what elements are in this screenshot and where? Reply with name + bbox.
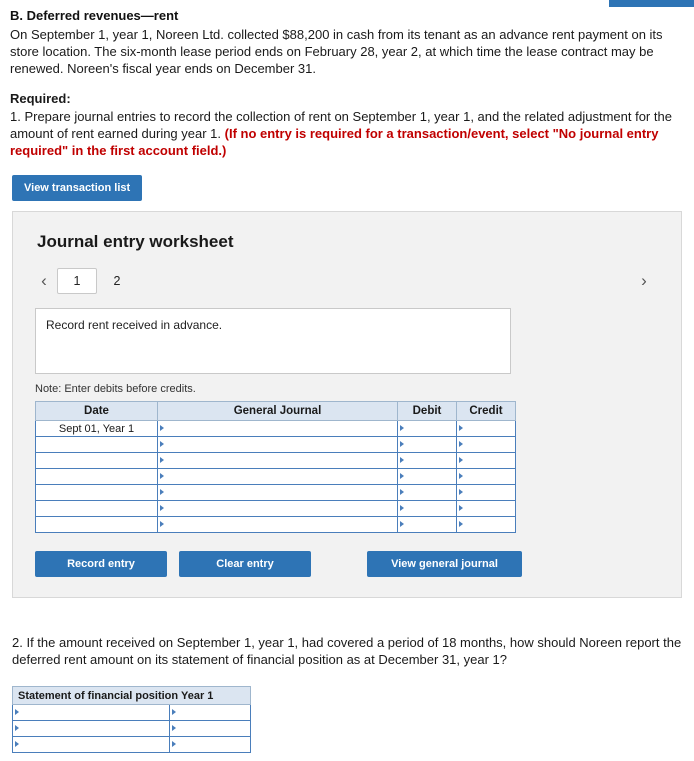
journal-cell-credit[interactable]	[457, 437, 516, 453]
debits-before-credits-note: Note: Enter debits before credits.	[35, 383, 196, 395]
table-row	[36, 501, 516, 517]
sofp-header-row	[13, 687, 251, 705]
question-title: B. Deferred revenues—rent	[10, 8, 179, 23]
journal-cell-debit[interactable]	[398, 501, 457, 517]
required-instruction: 1. Prepare journal entries to record the collection of rent on September 1, year 1, and the related adjustment for the amount of rent earned during year 1.	[10, 109, 672, 141]
table-row	[36, 469, 516, 485]
statement-of-financial-position-table	[12, 686, 251, 753]
next-entry-icon[interactable]: ›	[641, 271, 647, 290]
journal-header-general-journal: General Journal	[158, 402, 398, 421]
table-row	[36, 517, 516, 533]
journal-cell-debit[interactable]	[398, 485, 457, 501]
journal-cell-date[interactable]	[36, 469, 158, 485]
table-row	[36, 453, 516, 469]
journal-cell-account[interactable]	[158, 421, 398, 437]
view-transaction-list-button[interactable]: View transaction list	[12, 175, 142, 201]
table-row	[36, 437, 516, 453]
journal-cell-debit[interactable]	[398, 453, 457, 469]
journal-cell-date[interactable]	[36, 453, 158, 469]
journal-cell-credit[interactable]	[457, 517, 516, 533]
journal-cell-date[interactable]	[36, 501, 158, 517]
entry-description-box: Record rent received in advance.	[35, 308, 511, 374]
sofp-cell-label[interactable]	[13, 737, 170, 753]
journal-table-header-row	[36, 402, 516, 421]
journal-header-credit: Credit	[457, 402, 516, 421]
required-text	[10, 108, 684, 159]
question-body: On September 1, year 1, Noreen Ltd. collected $88,200 in cash from its tenant as an advance rent payment on its store location. The six-month lease period ends on February 28, year 2, at which time the lease contract may be renewed. Noreen's fiscal year ends on December 31.	[10, 27, 663, 76]
journal-cell-credit[interactable]	[457, 501, 516, 517]
journal-cell-date[interactable]	[36, 485, 158, 501]
table-row	[36, 485, 516, 501]
journal-cell-account[interactable]	[158, 469, 398, 485]
view-general-journal-button[interactable]: View general journal	[367, 551, 522, 577]
table-row	[13, 737, 251, 753]
prev-entry-icon[interactable]: ‹	[41, 271, 47, 290]
journal-cell-credit[interactable]	[457, 469, 516, 485]
journal-cell-credit[interactable]	[457, 485, 516, 501]
worksheet-tab-1[interactable]: 1	[57, 268, 97, 294]
journal-cell-account[interactable]	[158, 453, 398, 469]
worksheet-tab-2[interactable]: 2	[113, 274, 121, 288]
required-heading: Required:	[10, 91, 71, 106]
journal-cell-debit[interactable]	[398, 437, 457, 453]
sofp-cell-label[interactable]	[13, 721, 170, 737]
table-row	[36, 421, 516, 437]
journal-cell-debit[interactable]	[398, 517, 457, 533]
table-row	[13, 705, 251, 721]
journal-cell-debit[interactable]	[398, 469, 457, 485]
question-2-text: 2. If the amount received on September 1, year 1, had covered a period of 18 months, how should Noreen report the deferred rent amount on its statement of financial position as at December 31, year 1?	[12, 635, 682, 667]
sofp-cell-value[interactable]	[170, 721, 251, 737]
top-banner-strip	[609, 0, 694, 7]
clear-entry-button[interactable]: Clear entry	[179, 551, 311, 577]
journal-header-date: Date	[36, 402, 158, 421]
journal-cell-credit[interactable]	[457, 421, 516, 437]
table-row	[13, 721, 251, 737]
journal-cell-debit[interactable]	[398, 421, 457, 437]
worksheet-pager	[31, 268, 663, 294]
journal-cell-account[interactable]	[158, 485, 398, 501]
record-entry-button[interactable]: Record entry	[35, 551, 167, 577]
worksheet-button-row	[35, 551, 663, 577]
journal-cell-account[interactable]	[158, 517, 398, 533]
sofp-cell-value[interactable]	[170, 737, 251, 753]
journal-cell-account[interactable]	[158, 437, 398, 453]
sofp-cell-label[interactable]	[13, 705, 170, 721]
view-transaction-list-wrap	[12, 175, 684, 201]
sofp-cell-value[interactable]	[170, 705, 251, 721]
journal-cell-account[interactable]	[158, 501, 398, 517]
journal-entry-table	[35, 401, 516, 533]
journal-entry-worksheet-panel	[12, 211, 682, 598]
sofp-header-title: Statement of financial position Year 1	[13, 687, 251, 705]
worksheet-title: Journal entry worksheet	[37, 232, 234, 251]
journal-header-debit: Debit	[398, 402, 457, 421]
journal-cell-date[interactable]: Sept 01, Year 1	[36, 421, 158, 437]
journal-cell-date[interactable]	[36, 517, 158, 533]
journal-cell-date[interactable]	[36, 437, 158, 453]
required-note: (If no entry is required for a transaction/event, select "No journal entry required" in the first account field.)	[10, 126, 659, 158]
journal-cell-credit[interactable]	[457, 453, 516, 469]
